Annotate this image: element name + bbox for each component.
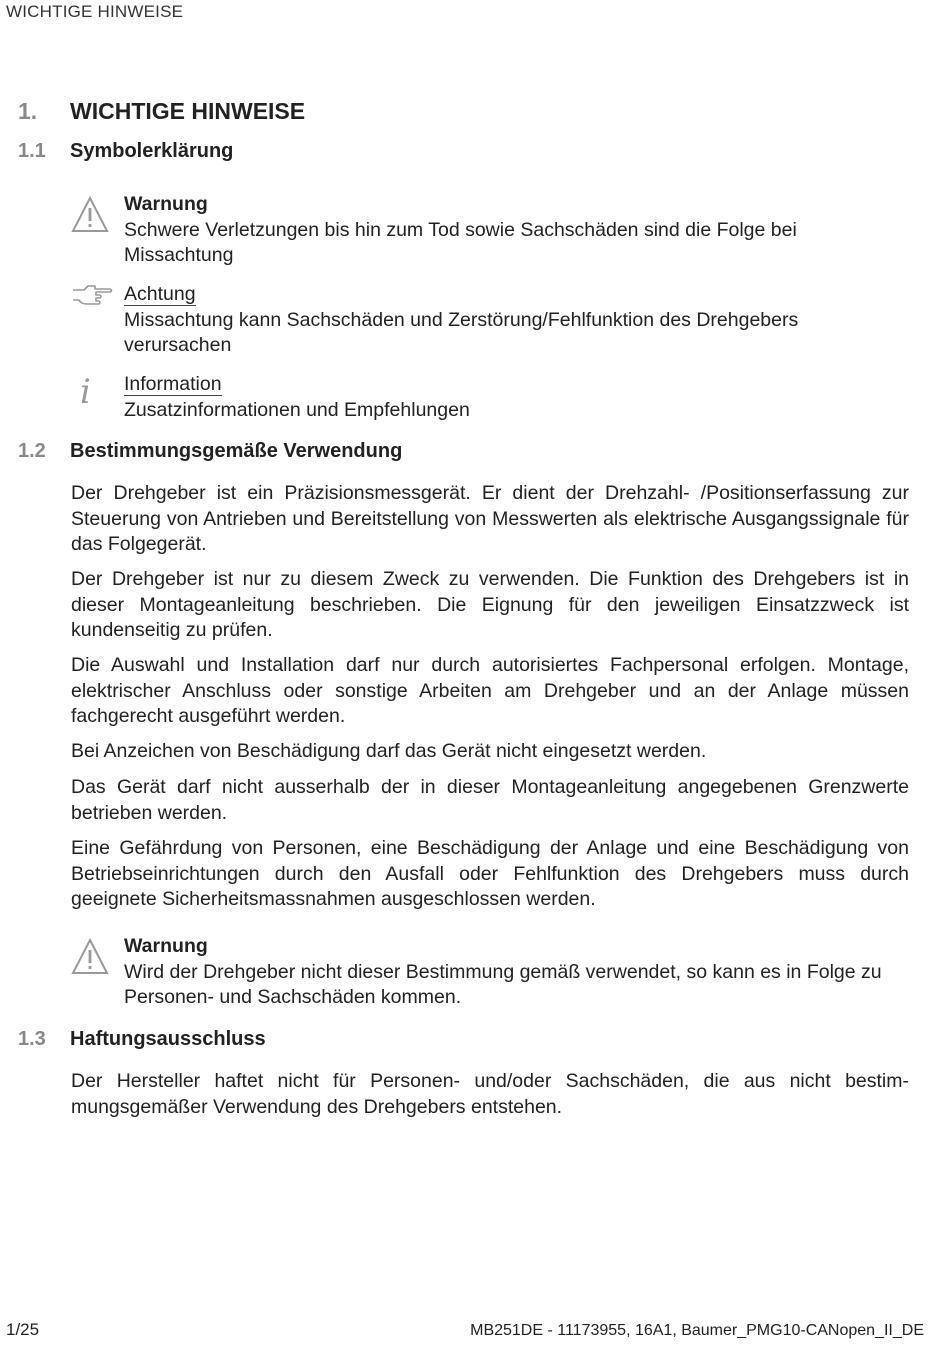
section-title: Bestimmungsgemäße Verwendung [70,440,403,462]
information-icon [70,372,110,412]
paragraph: Der Drehgeber ist nur zu diesem Zweck zu verwenden. Die Funktion des Drehgebers ist in dieser Montageanleitung beschrieben. Die Eignung für den jeweiligen Einsatzzweck ist kundenseitig zu prüfen. [71,568,909,641]
section-title: Symbolerklärung [70,140,234,162]
paragraph: Der Drehgeber ist ein Präzisionsmessgerät. Er dient der Drehzahl- /Positionserfassung zur Steuerung von Antrieben und Bereitstellung von Messwerten als elektrische Ausgangssignale für das Folgegerät. [71,482,909,555]
section-number: 1.1 [18,140,46,162]
section-heading-1-3 [18,1028,266,1051]
symbol-item-information [124,372,884,423]
paragraph: Der Hersteller haftet nicht für Personen- und/oder Sachschäden, die aus nicht bestimmungsgemäßer Verwendung des Drehgebers entstehen. [71,1070,909,1118]
chapter-heading [18,98,305,125]
symbol-description: Missachtung kann Sachschäden und Zerstörung/Fehlfunktion des Drehgebers verursachen [124,308,799,356]
symbol-label: Information [124,373,222,395]
symbol-item-attention [124,282,884,359]
symbol-description: Schwere Verletzungen bis hin zum Tod sowie Sachschäden sind die Folge bei Missachtung [124,218,797,266]
document-reference: MB251DE - 11173955, 16A1, Baumer_PMG10-CANopen_II_DE [470,1322,924,1339]
symbol-label: Achtung [124,283,196,305]
symbol-item-warning [124,192,884,269]
svg-text:i: i [80,372,91,412]
chapter-number: 1. [18,98,38,124]
warning-notice [124,934,904,1011]
page-number: 1/25 [6,1320,40,1339]
running-header: WICHTIGE HINWEISE [6,2,184,21]
warning-triangle-icon [70,937,110,977]
section-number: 1.2 [18,440,46,462]
pointing-hand-icon [70,280,114,312]
warning-label: Warnung [124,935,208,957]
paragraph: Bei Anzeichen von Beschädigung darf das Gerät nicht eingesetzt werden. [71,740,707,762]
symbol-description: Zusatzinformationen und Empfehlungen [124,398,470,421]
section-title: Haftungsausschluss [70,1028,266,1050]
section-heading-1-1 [18,140,233,163]
warning-triangle-icon [70,195,110,235]
paragraph: Eine Gefährdung von Personen, eine Beschädigung der Anlage und eine Beschädigung von Betriebseinrichtungen durch den Ausfall oder Fehlfunktion des Drehgebers muss durch geeignete Sicherheitsmassnahmen ausgeschlossen werden. [71,837,909,910]
warning-text: Wird der Drehgeber nicht dieser Bestimmung gemäß verwendet, so kann es in Folge zu Personen- und Sachschäden kommen. [124,960,882,1008]
chapter-title: WICHTIGE HINWEISE [70,98,306,124]
section-heading-1-2 [18,440,402,463]
symbol-label: Warnung [124,193,208,215]
paragraph: Die Auswahl und Installation darf nur durch autorisiertes Fachpersonal erfolgen. Montage, elektrischer Anschluss oder sonstige Arbeiten am Drehgeber und an der Anlage müssen fachgerecht ausgeführt werden. [71,654,909,727]
paragraph: Das Gerät darf nicht ausserhalb der in dieser Montageanleitung angegebenen Grenzwerte betrieben werden. [71,776,909,824]
section-number: 1.3 [18,1028,46,1050]
